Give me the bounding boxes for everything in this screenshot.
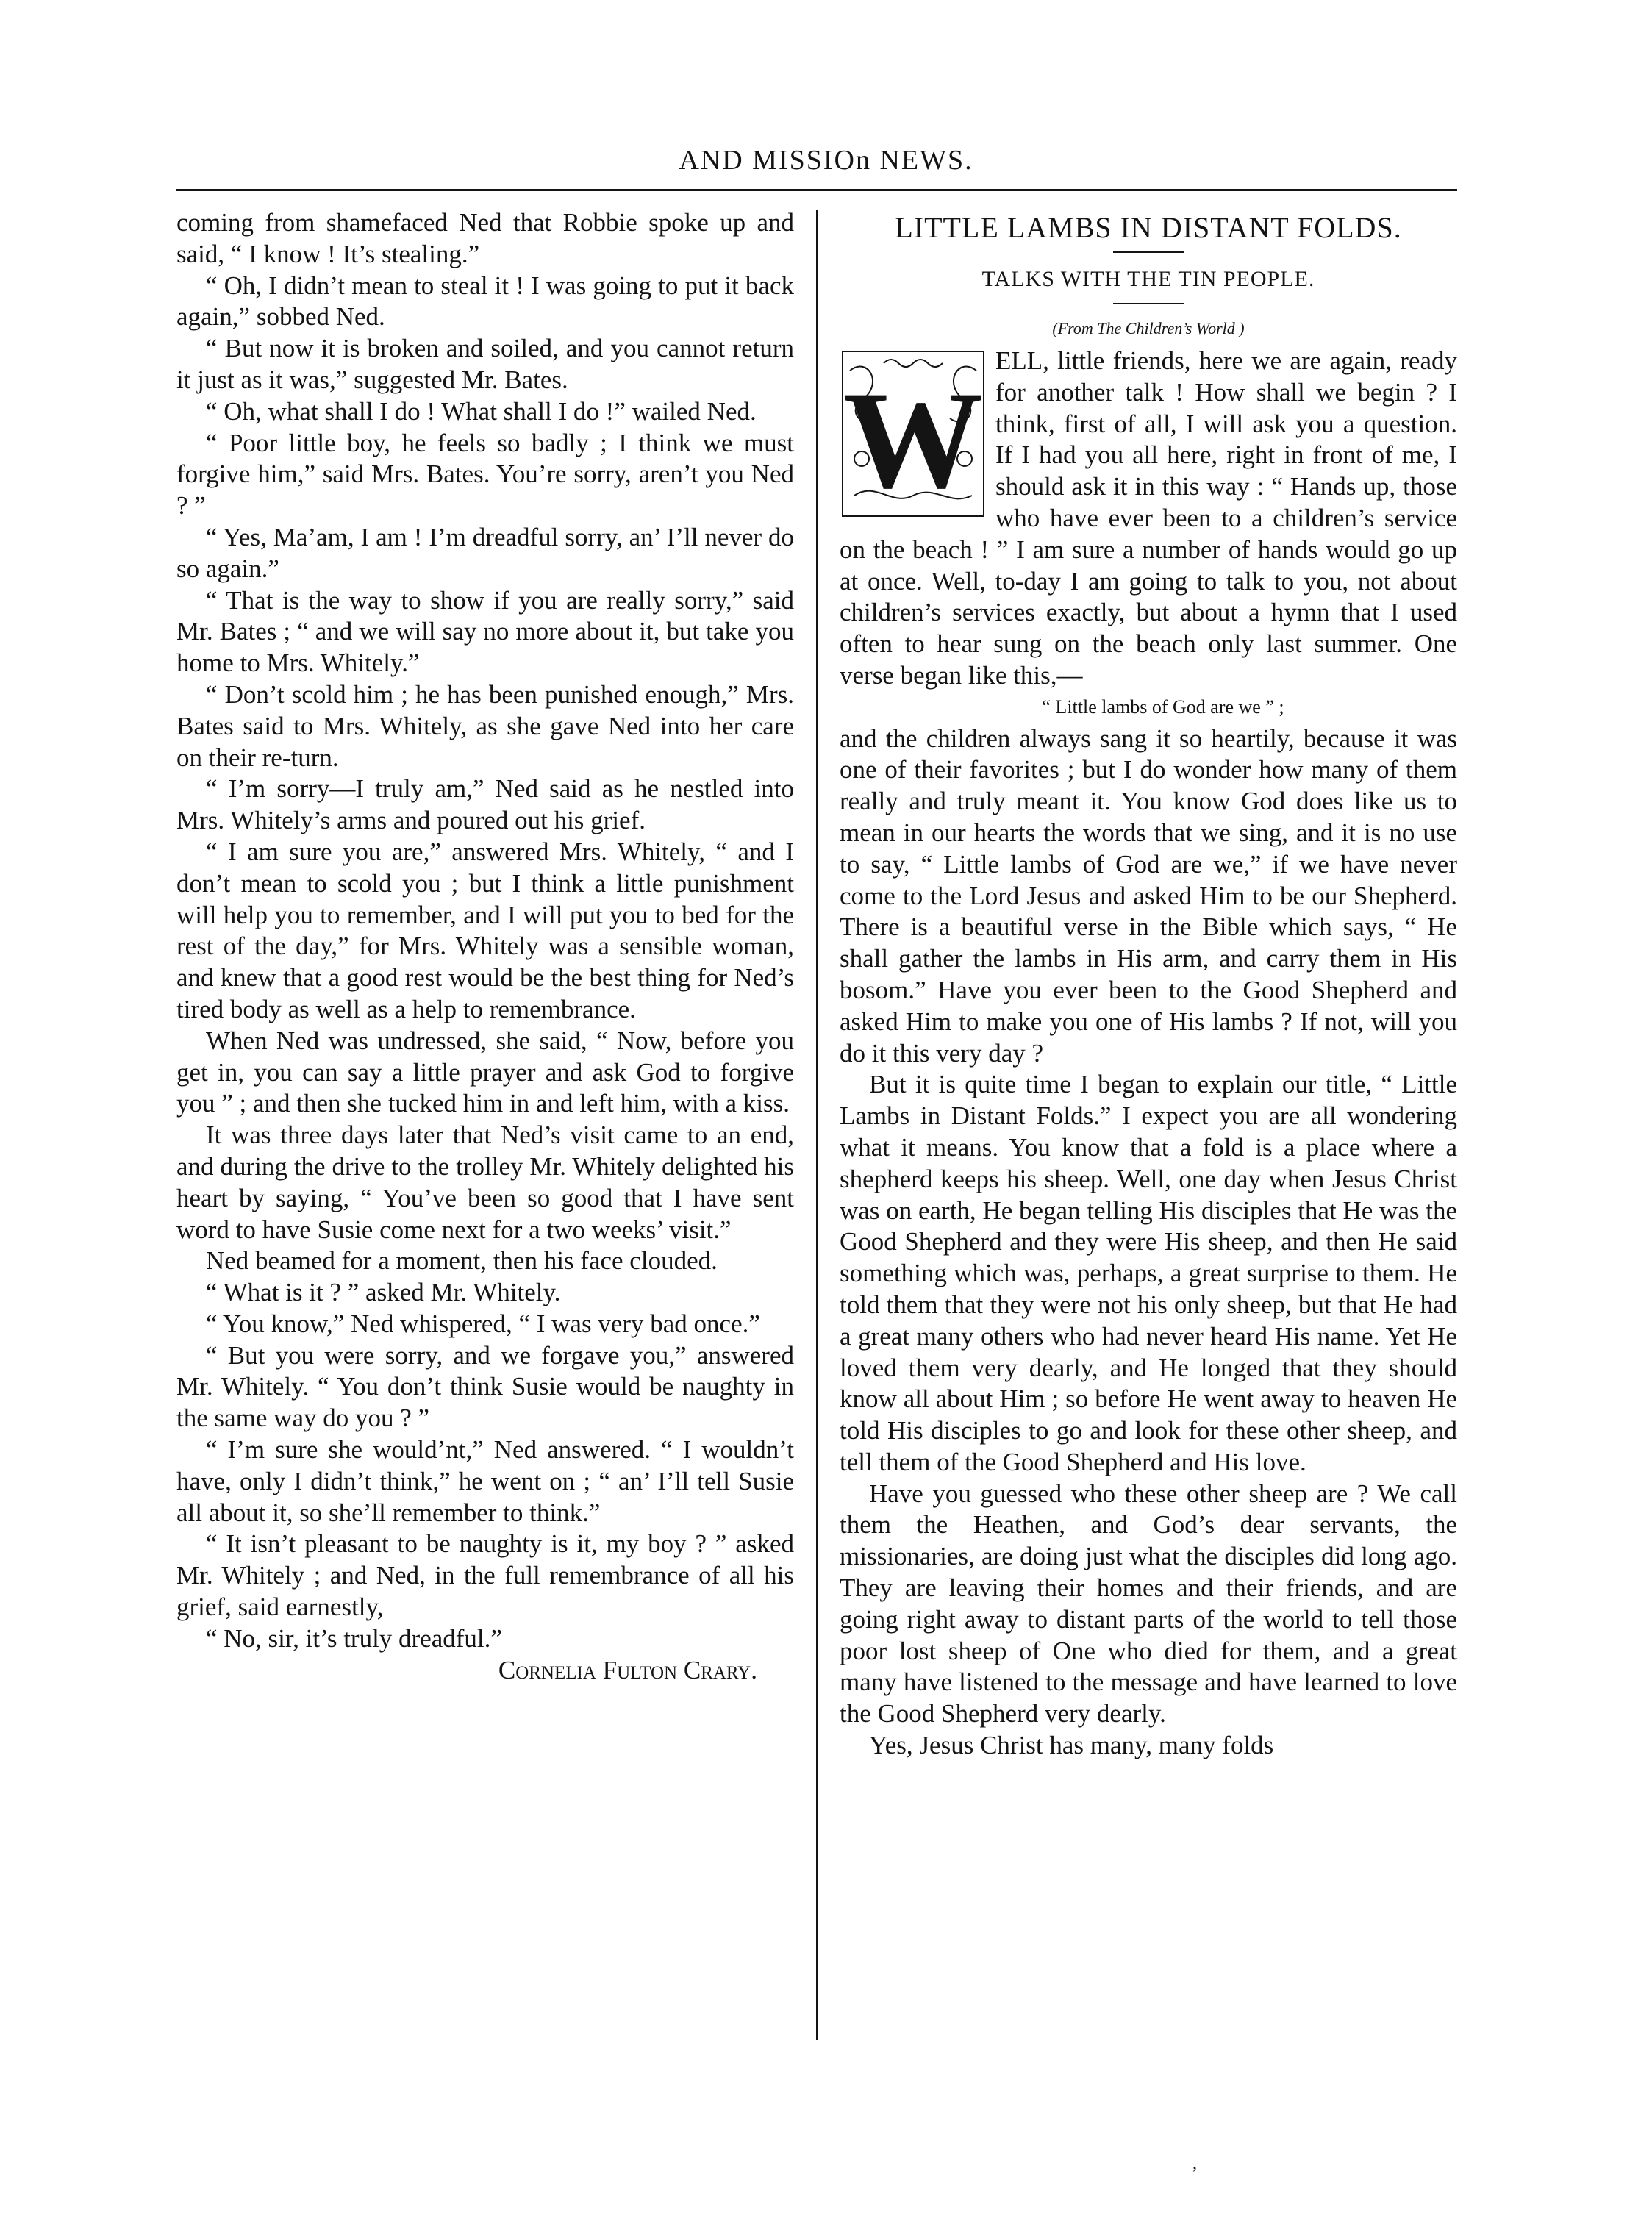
title-rule <box>1113 251 1184 253</box>
paragraph: But it is quite time I began to explain our title, “ Little Lambs in Distant Folds.” I expect you are all wondering what it means. You know that a fold is a place where a shepherd keeps his sheep. Well, one day when Jesus Christ was on earth, He began telling His disciples that He was the Good Shepherd and they were His sheep, and then He said something which was, perhaps, a great surprise to them. He told them that they were not his only sheep, but that He had a great many others who had never heard His name. Yet He loved them very dearly, and He longed that they should know all about Him ; so before He went away to heaven He told His disciples to go and look for these other sheep, and tell them of the Good Shepherd and His love. <box>840 1070 1457 1476</box>
paragraph: “ Yes, Ma’am, I am ! I’m dreadful sorry, an’ I’ll never do so again.” <box>176 522 794 583</box>
paragraph: “ Poor little boy, he feels so badly ; I think we must forgive him,” said Mrs. Bates. You’re sorry, aren’t you Ned ? ” <box>176 428 794 521</box>
article-subtitle: TALKS WITH THE TIN PEOPLE. <box>981 267 1315 291</box>
paragraph: Yes, Jesus Christ has many, many folds <box>869 1731 1274 1760</box>
article-title: LITTLE LAMBS IN DISTANT FOLDS. <box>895 211 1402 244</box>
svg-text:W: W <box>843 363 983 518</box>
hymn-quote: “ Little lambs of God are we ” ; <box>1042 696 1284 718</box>
paragraph: Ned beamed for a moment, then his face clouded. <box>206 1246 718 1276</box>
paragraph: When Ned was undressed, she said, “ Now, before you get in, you can say a little prayer and ask God to forgive you ” ; and then she tucked him in and left him, with a kiss. <box>176 1026 794 1118</box>
paragraph: “ Oh, I didn’t mean to steal it ! I was going to put it back again,” sobbed Ned. <box>176 271 794 332</box>
author-signature: Cornelia Fulton Crary. <box>498 1655 757 1684</box>
first-paragraph: ELL, little friends, here we are again, ready for another talk ! How shall we begin ? I think, first of all, I will ask you a question. If I had you all here, right in front of me, I should ask it in this way : “ Hands up, those who have ever been to a children’s service on the beach ! ” I am sure a number of hands would go up at once. Well, to-day I am going to talk to you, not about children’s services exactly, but about a hymn that I used often to hear sung on the beach only last summer. One verse began like this,— <box>840 346 1457 690</box>
subtitle-rule <box>1113 303 1184 304</box>
paragraph: “ Oh, what shall I do ! What shall I do !” wailed Ned. <box>206 396 757 426</box>
source-credit: (From The Children’s World ) <box>1052 319 1245 337</box>
paragraph: and the children always sang it so heartily, because it was one of their favorites ; but I do wonder how many of them really and truly meant it. You know God does like us to mean in our hearts the words that we sing, and it is no use to say, “ Little lambs of God are we,” if we have never come to the Lord Jesus and asked Him to be our Shepherd. There is a beautiful verse in the Bible which says, “ He shall gather the lambs in His arm, and carry them in His bosom.” Have you ever been to the Good Shepherd and asked Him to make you one of His lambs ? If not, will you do it this very day ? <box>840 723 1457 1068</box>
paragraph: “ No, sir, it’s truly dreadful.” <box>206 1623 502 1653</box>
column-divider <box>816 210 818 2040</box>
paragraph: “ I’m sure she would’nt,” Ned answered. “ I wouldn’t have, only I didn’t think,” he went on ; “ an’ I’ll tell Susie all about it, so she’ll remember to think.” <box>176 1435 794 1527</box>
paragraph: coming from shamefaced Ned that Robbie spoke up and said, “ I know ! It’s stealing.” <box>176 208 794 268</box>
paragraph: “ You know,” Ned whispered, “ I was very bad once.” <box>206 1309 760 1338</box>
paragraph: Have you guessed who these other sheep are ? We call them the Heathen, and God’s dear servants, the missionaries, are doing just what the disciples did long ago. They are leaving their homes and their friends, and are going right away to distant parts of the world to tell those poor lost sheep of One who died for them, and a great many have listened to the message and have learned to love the Good Shepherd very dearly. <box>840 1479 1457 1729</box>
paragraph: “ What is it ? ” asked Mr. Whitely. <box>206 1278 561 1307</box>
running-head: AND MISSIOn NEWS. <box>679 145 973 176</box>
paragraph: “ Don’t scold him ; he has been punished enough,” Mrs. Bates said to Mrs. Whitely, as she gave Ned into her care on their re-turn. <box>176 679 794 772</box>
top-rule <box>176 189 1457 191</box>
paragraph: “ But you were sorry, and we forgave you,” answered Mr. Whitely. “ You don’t think Susie would be naughty in the same way do you ? ” <box>176 1340 794 1433</box>
paragraph: “ But now it is broken and soiled, and you cannot return it just as it was,” suggested Mr. Bates. <box>176 334 794 394</box>
paragraph: “ It isn’t pleasant to be naughty is it, my boy ? ” asked Mr. Whitely ; and Ned, in the full remembrance of all his grief, said earnestly, <box>176 1529 794 1622</box>
paragraph: “ I am sure you are,” answered Mrs. Whitely, “ and I don’t mean to scold you ; but I think a little punishment will help you to remember, and I will put you to bed for the rest of the day,” for Mrs. Whitely was a sensible woman, and knew that a good rest would be the best thing for Ned’s tired body as well as a help to remembrance. <box>176 837 794 1023</box>
paragraph: “ I’m sorry—I truly am,” Ned said as he nestled into Mrs. Whitely’s arms and poured out his grief. <box>176 774 794 835</box>
right-column <box>840 207 1457 1762</box>
paragraph: It was three days later that Ned’s visit came to an end, and during the drive to the trolley Mr. Whitely delighted his heart by saying, “ You’ve been so good that I have sent word to have Susie come next for a two weeks’ visit.” <box>176 1120 794 1244</box>
left-column <box>176 207 794 1686</box>
ornamental-w-drop-cap-icon <box>840 348 987 519</box>
paragraph: “ That is the way to show if you are really sorry,” said Mr. Bates ; “ and we will say no more about it, but take you home to Mrs. Whitely.” <box>176 585 794 678</box>
printing-mark: , <box>1192 2154 1197 2173</box>
